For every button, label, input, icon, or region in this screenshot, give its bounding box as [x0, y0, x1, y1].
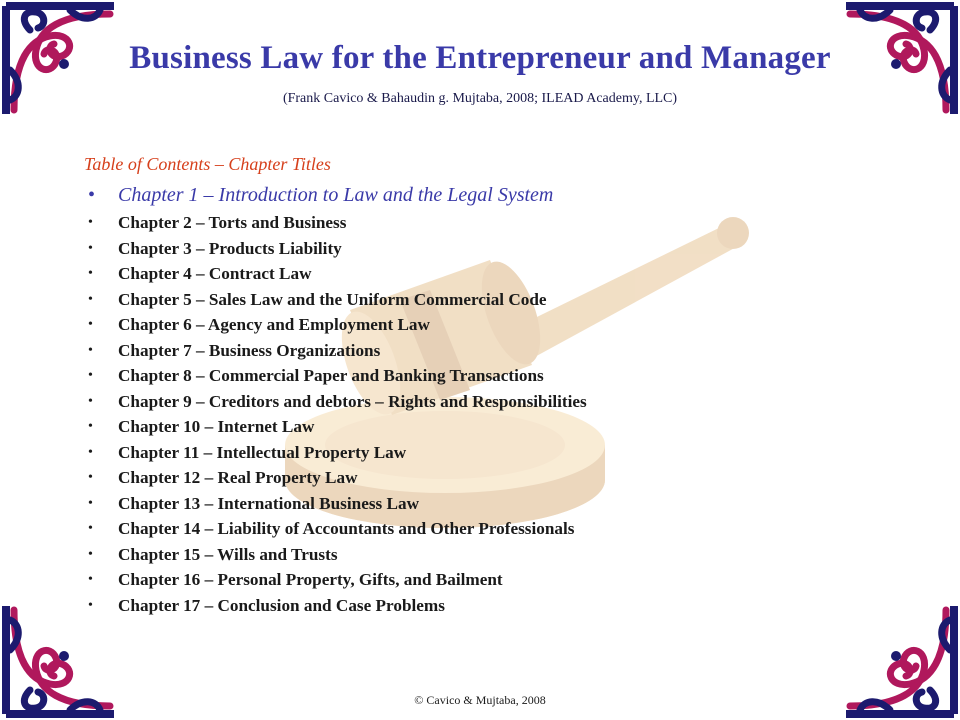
bullet-icon: •: [88, 495, 93, 511]
chapter-title: Chapter 10 – Internet Law: [118, 417, 315, 436]
chapter-item: [84, 236, 587, 262]
chapter-item: [84, 210, 587, 236]
chapter-title: Chapter 4 – Contract Law: [118, 264, 312, 283]
bullet-icon: •: [88, 597, 93, 613]
slide-subtitle: (Frank Cavico & Bahaudin g. Mujtaba, 2008; ILEAD Academy, LLC): [282, 91, 678, 106]
chapter-title: Chapter 11 – Intellectual Property Law: [118, 442, 407, 462]
chapter-title: Chapter 5 – Sales Law and the Uniform Commercial Code: [118, 289, 547, 309]
chapter-list: [84, 180, 587, 618]
chapter-item: [84, 312, 587, 338]
chapter-item: [84, 287, 587, 313]
bullet-icon: •: [88, 240, 93, 256]
slide-title: Business Law for the Entrepreneur and Manager: [129, 40, 831, 76]
chapter-title: Chapter 1 – Introduction to Law and the Legal System: [118, 184, 554, 206]
bullet-icon: •: [88, 521, 93, 536]
chapter-title: Chapter 2 – Torts and Business: [118, 213, 347, 232]
toc-heading: Table of Contents – Chapter Titles: [84, 154, 331, 174]
chapter-title: Chapter 12 – Real Property Law: [118, 468, 358, 487]
chapter-title: Chapter 7 – Business Organizations: [118, 340, 381, 360]
chapter-item: [84, 465, 587, 491]
bullet-icon: •: [88, 444, 93, 460]
chapter-item: [84, 389, 587, 415]
bullet-icon: •: [88, 368, 93, 383]
chapter-item: [84, 414, 587, 440]
chapter-title: Chapter 14 – Liability of Accountants and Other Professionals: [118, 519, 575, 538]
chapter-title: Chapter 9 – Creditors and debtors – Rights and Responsibilities: [118, 391, 587, 411]
chapter-item: [84, 516, 587, 542]
chapter-item: [84, 491, 587, 517]
bullet-icon: •: [88, 184, 96, 206]
chapter-item: [84, 567, 587, 593]
chapter-item: [84, 440, 587, 466]
chapter-title: Chapter 6 – Agency and Employment Law: [118, 315, 430, 334]
chapter-title: Chapter 3 – Products Liability: [118, 238, 342, 258]
chapter-title: Chapter 16 – Personal Property, Gifts, and Bailment: [118, 570, 503, 589]
chapter-title: Chapter 17 – Conclusion and Case Problems: [118, 595, 445, 615]
chapter-title: Chapter 13 – International Business Law: [118, 493, 419, 513]
bullet-icon: •: [88, 470, 93, 485]
bullet-icon: •: [88, 291, 93, 307]
chapter-item: [84, 593, 587, 619]
chapter-item: [84, 363, 587, 389]
bullet-icon: •: [88, 342, 93, 358]
bullet-icon: •: [88, 419, 93, 434]
bullet-icon: •: [88, 215, 93, 230]
chapter-title: Chapter 15 – Wills and Trusts: [118, 544, 338, 564]
chapter-item: [84, 261, 587, 287]
bullet-icon: •: [88, 393, 93, 409]
chapter-title: Chapter 8 – Commercial Paper and Banking Transactions: [118, 366, 544, 385]
chapter-item: [84, 180, 587, 210]
chapter-item: [84, 338, 587, 364]
copyright-footer: © Cavico & Mujtaba, 2008: [414, 693, 546, 707]
bullet-icon: •: [88, 266, 93, 281]
bullet-icon: •: [88, 546, 93, 562]
bullet-icon: •: [88, 572, 93, 587]
chapter-item: [84, 542, 587, 568]
bullet-icon: •: [88, 317, 93, 332]
